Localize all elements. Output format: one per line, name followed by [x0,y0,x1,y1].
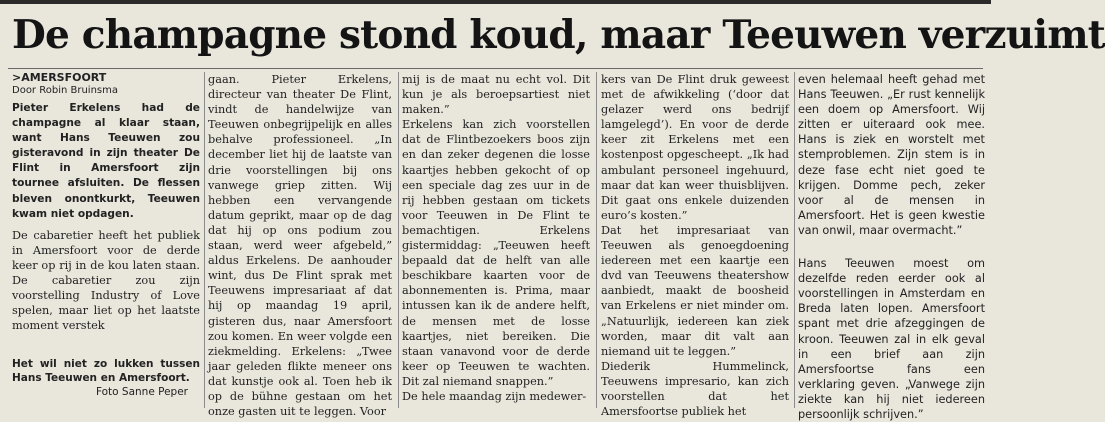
byline: Door Robin Bruinsma [12,85,118,96]
article-paragraph: De cabaretier heeft het publiek in Amersfoort voor de derde keer op rij in de kou laten staan. De cabaretier zou zijn voorstelling Industry of Love spelen, maar liet op het laatste moment verstek [12,228,200,333]
column-divider [398,72,399,408]
article-paragraph: gaan. Pieter Erkelens, directeur van theater De Flint, vindt de handelwijze van Teeuwen onbegrijpelijk en alles behalve professioneel. „In december liet hij de laatste van drie voorstellingen bij ons vanwege griep zitten. Wij hebben een vervangende datum geprikt, maar op de dag dat hij op ons podium zou staan, werd weer afgebeld,” aldus Erkelens. De aanhouder wint, dus De Flint sprak met Teeuwens impresariaat af dat hij op maandag 19 april, gisteren dus, naar Amersfoort zou komen. En weer volgde een ziekmelding. Erkelens: „Twee jaar geleden flikte meneer ons dat kunstje ook al. Toen heb ik op de bühne gestaan om het onze gasten uit te leggen. Voor [208,73,392,419]
article-column-4 [601,72,789,419]
article-paragraph: De hele maandag zijn medewer- [402,389,587,403]
article-paragraph: Hans Teeuwen moest om dezelfde reden eerder ook al voorstellingen in Amsterdam en Breda laten lopen. Amersfoort spant met drie afzeggingen de kroon. Teeuwen zal in elk geval in een brief aan zijn Amersfoortse fans een verklaring geven. „Vanwege zijn ziekte kan hij niet iedereen persoonlijk schrijven.” [798,257,985,421]
article-column-5 [798,72,985,421]
article-column-3 [402,72,590,407]
article-column-1 [12,72,200,407]
headline-rule [8,68,983,69]
article-lead: Pieter Erkelens had de champagne al klaar staan, want Hans Teeuwen zou gisteravond in zijn theater De Flint in Amersfoort zijn tournee afsluiten. De flessen bleven onontkurkt, Teeuwen kwam niet opdagen. [12,102,200,220]
column-divider [596,72,597,408]
article-paragraph: Diederik Hummelinck, Teeuwens impresario, kan zich voorstellen dat het Amersfoortse publiek het [601,359,789,419]
article-paragraph: Erkelens kan zich voorstellen dat de Flintbezoekers boos zijn en dan zeker degenen die losse kaartjes hebben gekocht of op een speciale dag zes uur in de rij hebben gestaan om tickets voor Teeuwen in De Flint te bemachtigen. Erkelens gistermiddag: „Teeuwen heeft bepaald dat de helft van alle beschikbare kaarten voor de abonnementen is. Prima, maar intussen kan ik de andere helft, de mensen met de losse kaartjes, niet bereiken. Die staan vanavond voor de derde keer op Teeuwen te wachten. Dit zal niemand snappen.” [402,118,590,388]
dateline: >AMERSFOORT [12,71,107,84]
article-paragraph: mij is de maat nu echt vol. Dit kun je als beroepsartiest niet maken.” [402,73,590,117]
photo-caption: Het wil niet zo lukken tussen Hans Teeuwen en Amersfoort. [12,358,200,385]
photo-credit: Foto Sanne Peper [95,386,188,399]
article-paragraph: even helemaal heeft gehad met Hans Teeuwen. „Er rust kennelijk een doem op Amersfoort. Wij zitten er uiteraard ook mee. Hans is ziek en worstelt met stemproblemen. Zijn stem is in deze fase echt niet goed te krijgen. Domme pech, zeker voor al de mensen in Amersfoort. Het is geen kwestie van onwil, maar overmacht.” [798,73,985,237]
article-paragraph: Dat het impresariaat van Teeuwen als genoegdoening iedereen met een kaartje een dvd van Teeuwens theatershow aanbiedt, maakt de boosheid van Erkelens er niet minder om. „Natuurlijk, iedereen kan ziek worden, maar dit valt aan niemand uit te leggen.” [601,223,789,358]
top-border [0,0,991,4]
article-paragraph: kers van De Flint druk geweest met de afwikkeling (‘door dat gelazer werd ons bedrijf lamgelegd’). En voor de derde keer zit Erkelens met een kostenpost opgescheept. „Ik had ambulant personeel ingehuurd, maar dat kan weer thuisblijven. Dit gaat ons enkele duizenden euro’s kosten.” [601,73,789,222]
article-headline: De champagne stond koud, maar Teeuwen verzuimt [12,12,1105,58]
column-divider [794,72,795,408]
column-divider [204,72,205,408]
article-column-2 [208,72,392,419]
